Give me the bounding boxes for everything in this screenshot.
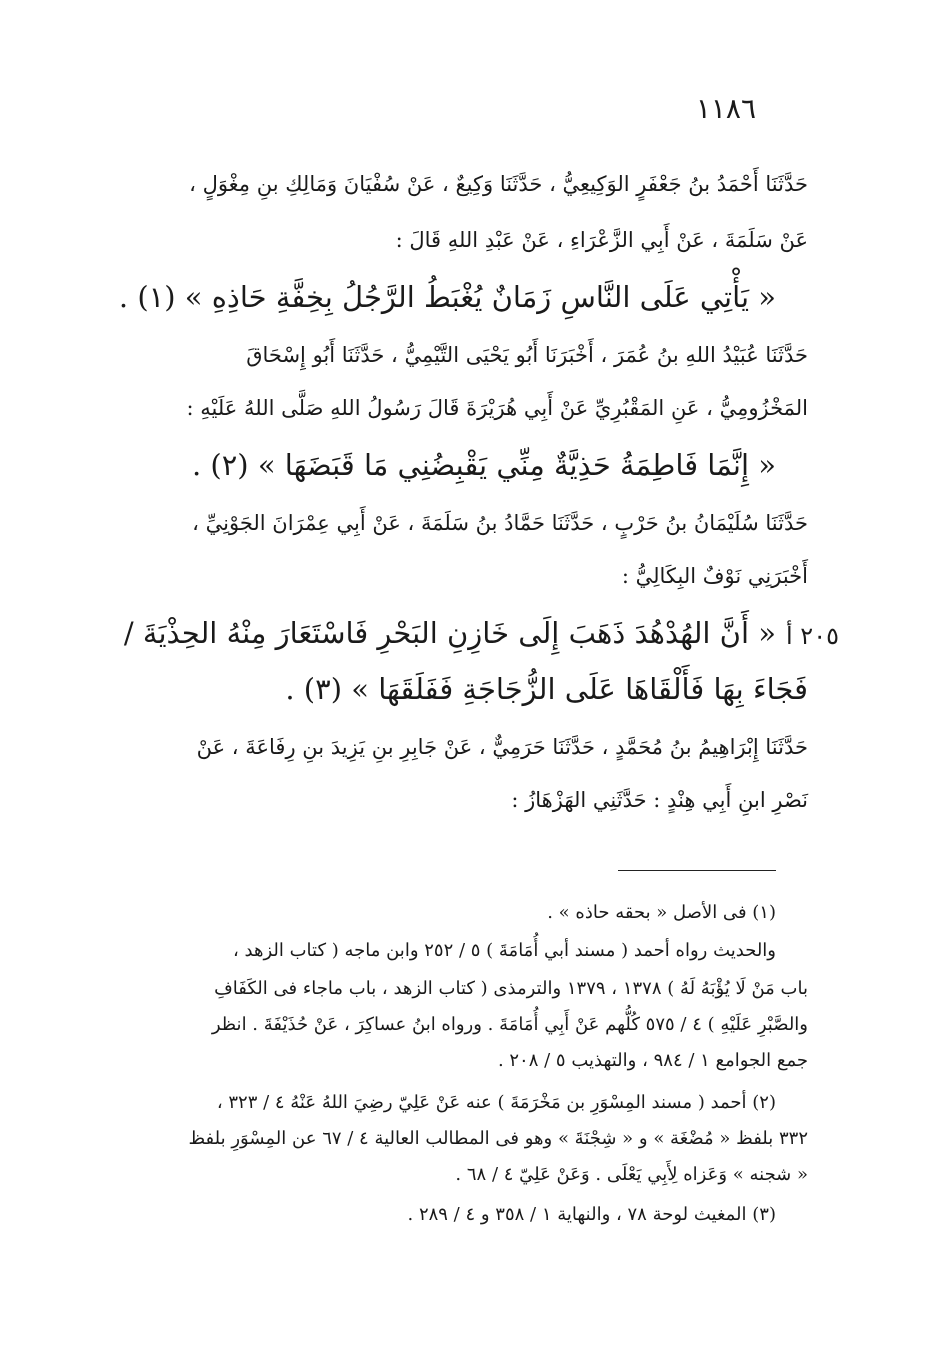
- footnote-line: جمع الجوامع ١ / ٩٨٤ ، والتهذيب ٥ / ٢٠٨ .: [497, 1050, 808, 1071]
- hadith-matn: « إِنَّمَا فَاطِمَةُ حَذِيَّةٌ مِنِّي يَقْبِضُنِي مَا قَبَضَهَا » (٢) .: [191, 448, 776, 482]
- footnote-line: باب مَنْ لَا يُؤْبَهُ لَهُ ) ١٣٧٨ ، ١٣٧٩ والترمذى ( كتاب الزهد ، باب ماجاء فى الكَفَافِ: [214, 978, 808, 999]
- isnad-line: المَخْزُومِيُّ ، عَنِ المَقْبُرِيِّ عَنْ أَبِي هُرَيْرَةَ قَالَ رَسُولُ اللهِ صَلَّى اللهُ عَلَيْهِ :: [186, 396, 808, 420]
- isnad-line: حَدَّثَنَا عُبَيْدُ اللهِ بنُ عُمَرَ ، أَخْبَرَنَا أَبُو يَحْيَى التَّيْمِيُّ ، حَدَّثَنَا أَبُو إِسْحَاقَ: [246, 343, 808, 367]
- isnad-line: حَدَّثَنَا أَحْمَدُ بنُ جَعْفَرٍ الوَكِيعِيُّ ، حَدَّثَنَا وَكِيعٌ ، عَنْ سُفْيَانَ وَمَالِكِ بنِ مِغْوَلٍ ،: [189, 172, 808, 196]
- footnote-line: ٣٣٢ بلفظ « مُضْغَة » و « شِجْنَةَ » وهو فى المطالب العالية ٤ / ٦٧ عن المِسْوَرِ بلفظ: [188, 1128, 808, 1149]
- margin-folio-note: ٢٠٥ أ: [786, 622, 839, 650]
- page-number: ١١٨٦: [695, 92, 756, 125]
- footnote-line: والحديث رواه أحمد ( مسند أبي أُمَامَةَ ) ٥ / ٢٥٢ وابن ماجه ( كتاب الزهد ،: [232, 940, 776, 961]
- footnote-line: (١) فى الأصل « بحقه حاذه » .: [547, 902, 776, 923]
- isnad-line: حَدَّثَنَا سُلَيْمَانُ بنُ حَرْبٍ ، حَدَّثَنَا حَمَّادُ بنُ سَلَمَةَ ، عَنْ أَبِي عِمْرَانَ الجَوْنِيِّ ،: [192, 511, 808, 535]
- footnote-line: والصَّبْرِ عَلَيْهِ ) ٤ / ٥٧٥ كُلُّهم عَنْ أَبِي أُمَامَةَ . ورواه ابنُ عساكِرَ ، عَنْ حُذَيْفَةَ . انظر: [211, 1014, 808, 1035]
- hadith-matn: « يَأْتِي عَلَى النَّاسِ زَمَانٌ يُغْبَطُ الرَّجُلُ بِخِفَّةِ حَاذِهِ » (١) .: [118, 280, 776, 314]
- footnote-divider: [618, 870, 776, 871]
- footnote-line: (٣) المغيث لوحة ٧٨ ، والنهاية ١ / ٣٥٨ و ٤ / ٢٨٩ .: [407, 1204, 776, 1225]
- isnad-line: عَنْ سَلَمَةَ ، عَنْ أَبِي الزَّعْرَاءِ ، عَنْ عَبْدِ اللهِ قَالَ :: [395, 228, 808, 252]
- hadith-matn: فَجَاءَ بِهَا فَأَلْقَاهَا عَلَى الزُّجَاجَةِ فَفَلَقَهَا » (٣) .: [285, 672, 808, 706]
- footnote-line: « شجنه » وَعَزاه لِأَبِي يَعْلَى . وَعَنْ عَلِيّ ٤ / ٦٨ .: [455, 1164, 808, 1185]
- hadith-matn: « أَنَّ الهُدْهُدَ ذَهَبَ إِلَى خَازِنِ البَحْرِ فَاسْتَعَارَ مِنْهُ الحِذْيَةَ /: [123, 616, 776, 650]
- isnad-line: نَصْرِ ابنِ أَبِي هِنْدٍ : حَدَّثَنِي الهَزْهَازُ :: [511, 788, 808, 812]
- isnad-line: أَخْبَرَنِي نَوْفٌ البِكَالِيُّ :: [621, 564, 808, 588]
- isnad-line: حَدَّثَنَا إِبْرَاهِيمُ بنُ مُحَمَّدٍ ، حَدَّثَنَا حَرَمِيٌّ ، عَنْ جَابِرِ بنِ يَزِيدَ بنِ رِفَاعَةَ ، عَنْ: [196, 735, 808, 759]
- footnote-line: (٢) أحمد ( مسند المِسْوَرِ بن مَخْرَمَةَ ) عنه عَنْ عَلِيّ رضِيَ اللهُ عَنْهُ ٤ / ٣٢٣ ،: [216, 1092, 776, 1113]
